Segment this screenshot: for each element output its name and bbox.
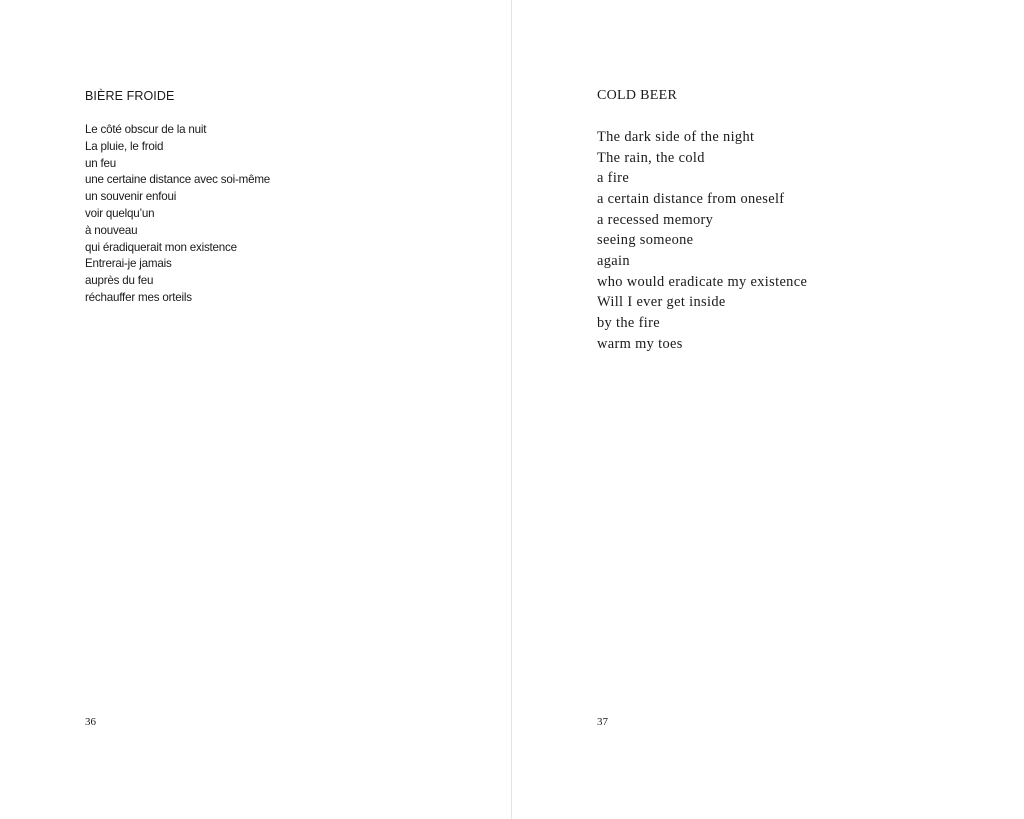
- poem-line: qui éradiquerait mon existence: [85, 240, 237, 254]
- poem-line: a certain distance from oneself: [597, 190, 785, 207]
- poem-line: La pluie, le froid: [85, 139, 164, 153]
- poem-line: auprès du feu: [85, 274, 154, 288]
- poem-line: a recessed memory: [597, 211, 714, 228]
- poem-body-french: [85, 122, 270, 307]
- poem-line: The rain, the cold: [597, 149, 705, 166]
- poem-line: again: [597, 252, 630, 269]
- poem-line: who would eradicate my existence: [597, 273, 808, 290]
- poem-line: une certaine distance avec soi-même: [85, 173, 271, 187]
- poem-line: Le côté obscur de la nuit: [85, 123, 207, 136]
- poem-title-french: BIÈRE FROIDE: [85, 89, 175, 103]
- right-page: [512, 0, 1024, 819]
- poem-line: un feu: [85, 156, 117, 170]
- poem-line: seeing someone: [597, 232, 694, 249]
- poem-line: voir quelqu’un: [85, 206, 155, 220]
- poem-title-english: COLD BEER: [597, 88, 678, 103]
- poem-body-english: [597, 127, 807, 354]
- left-page: [0, 0, 511, 819]
- poem-line: Entrerai-je jamais: [85, 257, 172, 271]
- page-number-right: 37: [597, 716, 608, 728]
- poem-line: a fire: [597, 170, 630, 187]
- poem-line: réchauffer mes orteils: [85, 290, 192, 304]
- poem-line: Will I ever get inside: [597, 294, 726, 311]
- poem-line: by the fire: [597, 314, 660, 331]
- page-number-left: 36: [85, 716, 96, 728]
- poem-line: warm my toes: [597, 335, 683, 352]
- poem-line: The dark side of the night: [597, 129, 755, 145]
- poem-line: à nouveau: [85, 223, 138, 237]
- poem-line: un souvenir enfoui: [85, 190, 177, 204]
